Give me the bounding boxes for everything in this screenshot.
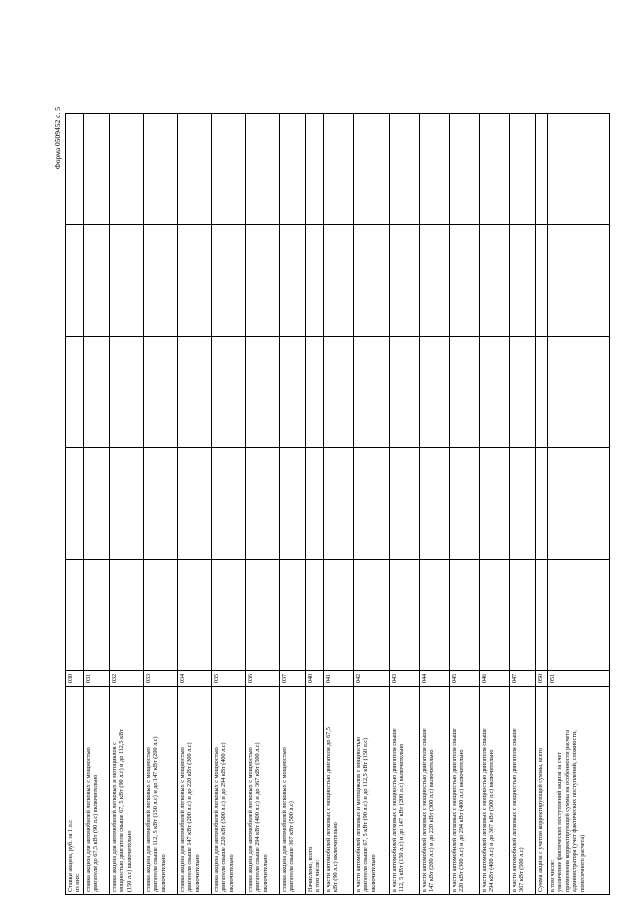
table-row (510, 114, 536, 895)
row-label-line: в части автомобилей легковых с мощностью двигателя свыше (481, 728, 488, 892)
table-row (420, 114, 450, 895)
row-code: 040 (306, 671, 324, 687)
value-cell (178, 114, 212, 225)
row-label-line: в части автомобилей легковых с мощностью двигателя свыше (421, 728, 428, 892)
table-row (536, 114, 548, 895)
table-row (450, 114, 480, 895)
value-cell (246, 448, 280, 559)
excise-table (65, 113, 610, 895)
value-cell (450, 336, 480, 447)
value-cell (212, 114, 246, 225)
value-cell (246, 336, 280, 447)
table-row (144, 114, 178, 895)
value-cell (420, 559, 450, 670)
table-row (324, 114, 354, 895)
table-row (66, 114, 84, 895)
value-cell (450, 448, 480, 559)
row-label-line: двигателя свыше 220 кВт (300 л.с) и до 294 кВт (400 л.с) (220, 742, 228, 892)
table-row (390, 114, 420, 895)
value-cell (144, 559, 178, 670)
value-cell (536, 559, 548, 670)
value-cell (536, 114, 548, 225)
value-cell (178, 448, 212, 559)
value-cell (420, 448, 450, 559)
row-label-line: двигателя свыше 147 кВт (200 л.с) и до 220 кВт (300 л.с) (186, 742, 194, 892)
table-row (354, 114, 390, 895)
row-label-line: включительно (193, 854, 201, 892)
value-cell (144, 448, 178, 559)
row-label-line: включительно (369, 854, 377, 892)
row-label (354, 687, 390, 895)
value-cell (178, 336, 212, 447)
row-label-line: в части автомобилей легковых с мощностью двигателя свыше (391, 728, 398, 892)
value-cell (178, 225, 212, 336)
value-cell (390, 225, 420, 336)
value-cell (66, 114, 84, 225)
value-cell (178, 559, 212, 670)
value-cell (306, 114, 324, 225)
value-cell (390, 114, 420, 225)
value-cell (548, 114, 610, 225)
row-label (536, 687, 548, 895)
row-label (246, 687, 280, 895)
value-cell (480, 448, 510, 559)
row-code: 036 (246, 671, 280, 687)
value-cell (212, 448, 246, 559)
value-cell (324, 336, 354, 447)
row-code: 041 (324, 671, 354, 687)
table-row (246, 114, 280, 895)
value-cell (420, 225, 450, 336)
value-cell (110, 114, 144, 225)
row-label-line: в части автомобилей легковых с мощностью двигателя свыше (451, 728, 458, 892)
row-code: 043 (390, 671, 420, 687)
value-cell (110, 225, 144, 336)
row-code: 044 (420, 671, 450, 687)
value-cell (354, 336, 390, 447)
value-cell (390, 559, 420, 670)
row-label (324, 687, 354, 895)
table-row (178, 114, 212, 895)
value-cell (212, 225, 246, 336)
row-code: 031 (84, 671, 110, 687)
row-code: 042 (354, 671, 390, 687)
row-code: 047 (510, 671, 536, 687)
row-label (420, 687, 450, 895)
row-label-line: ставка акциза для автомобилей легковых с мощностью (145, 747, 152, 892)
row-label (178, 687, 212, 895)
row-label-line: в части автомобилей легковых с мощностью двигателя свыше (511, 728, 518, 892)
value-cell (450, 559, 480, 670)
table-row (84, 114, 110, 895)
row-label (280, 687, 306, 895)
value-cell (84, 336, 110, 447)
row-label (390, 687, 420, 895)
row-label-line: 367 кВт (500 л.с) (518, 847, 526, 892)
value-cell (354, 448, 390, 559)
value-cell (354, 114, 390, 225)
value-cell (306, 336, 324, 447)
row-code: 037 (280, 671, 306, 687)
value-cell (84, 114, 110, 225)
value-cell (480, 336, 510, 447)
value-cell (246, 114, 280, 225)
row-code: 035 (212, 671, 246, 687)
value-cell (280, 114, 306, 225)
row-code: 045 (450, 671, 480, 687)
value-cell (66, 225, 84, 336)
value-cell (110, 336, 144, 447)
row-code: 050 (536, 671, 548, 687)
value-cell (324, 225, 354, 336)
value-cell (144, 114, 178, 225)
value-cell (280, 559, 306, 670)
row-label (212, 687, 246, 895)
value-cell (510, 114, 536, 225)
value-cell (246, 225, 280, 336)
value-cell (480, 559, 510, 670)
row-label (548, 687, 610, 895)
row-label-line: в том числе: (549, 859, 556, 892)
row-label-line: применения корректирующей суммы на особенности расчета (563, 730, 571, 892)
table-row (480, 114, 510, 895)
value-cell (480, 225, 510, 336)
row-label (450, 687, 480, 895)
row-code: 032 (110, 671, 144, 687)
row-label-line: двигателя свыше 67, 5 кВт (90 л.с) и до 112,5 кВт (150 л.с) (362, 737, 370, 892)
row-label-line: двигателя до 67,5 кВт (90 л.с) включительно (92, 774, 100, 892)
value-cell (390, 448, 420, 559)
row-label-line: кВт (90 л.с) включительно (332, 822, 340, 892)
form-label: Форма 0509452 с. 5 (53, 107, 62, 170)
table-row (280, 114, 306, 895)
value-cell (144, 225, 178, 336)
row-label-line: 220 кВт (300 л.с) и до 294 кВт (400 л.с) включительно (458, 749, 466, 892)
value-cell (510, 225, 536, 336)
value-cell (110, 559, 144, 670)
value-cell (450, 225, 480, 336)
value-cell (510, 336, 536, 447)
row-label-line: 294 кВт (400 л.с) и до 367 кВт (500 л.с) включительно (488, 749, 496, 892)
excise-table-body (66, 114, 610, 895)
row-label-line: в части автомобилей легковых с мощностью двигателя до 67,5 (325, 727, 332, 892)
row-label-line: администратора (учет фактических поступлений, сложности, (571, 730, 579, 892)
value-cell (536, 225, 548, 336)
value-cell (84, 448, 110, 559)
value-cell (536, 448, 548, 559)
row-label (84, 687, 110, 895)
value-cell (354, 225, 390, 336)
row-label-line: (150 л.с) включительно (125, 830, 133, 892)
value-cell (144, 336, 178, 447)
value-cell (548, 336, 610, 447)
row-label (510, 687, 536, 895)
row-label-line: помесячного расчета) (578, 834, 586, 892)
row-label-line: в том числе: (314, 859, 322, 892)
value-cell (66, 448, 84, 559)
value-cell (280, 336, 306, 447)
value-cell (536, 336, 548, 447)
value-cell (510, 448, 536, 559)
row-label (144, 687, 178, 895)
value-cell (450, 114, 480, 225)
row-label-line: двигателя свыше 112, 5 кВт (150 л.с) и до 147 кВт (200 л.с) (152, 736, 160, 892)
row-label-line: двигателя свыше 367 кВт (500 л.с) (288, 801, 296, 892)
row-label-line: из них: (74, 873, 82, 892)
row-label-line: увеличение фактических поступлений акциза за счет (556, 752, 564, 892)
row-label-line: ставка акциза для автомобилей легковых с мощностью (281, 747, 288, 892)
row-label (480, 687, 510, 895)
row-code: 033 (144, 671, 178, 687)
value-cell (246, 559, 280, 670)
row-label-line: Начислено, всего (307, 846, 314, 892)
row-label-line: включительно (227, 854, 235, 892)
row-code: 034 (178, 671, 212, 687)
row-label-line: ставка акциза для автомобилей легковых с мощностью (85, 747, 92, 892)
row-label-line: 147 кВт (200 л.с) и до 220 кВт (300 л.с) включительно (428, 749, 436, 892)
value-cell (280, 225, 306, 336)
value-cell (306, 225, 324, 336)
value-cell (306, 448, 324, 559)
value-cell (548, 559, 610, 670)
value-cell (66, 559, 84, 670)
row-label-line: в части автомобилей легковых и мотоциклов с мощностью (355, 736, 362, 892)
row-label-line: 112, 5 кВт (150 л.с) и до 147 кВт (200 л.с) включительно (398, 743, 406, 892)
value-cell (280, 448, 306, 559)
table-row (110, 114, 144, 895)
row-label-line: ставка акциза для автомобилей легковых с мощностью (247, 747, 254, 892)
row-label (110, 687, 144, 895)
value-cell (324, 114, 354, 225)
row-label-line: мощностью двигателя свыше 67, 5 кВт (90 л.с) и до 112,5 кВт (118, 729, 126, 892)
value-cell (84, 225, 110, 336)
value-cell (390, 336, 420, 447)
row-code: 030 (66, 671, 84, 687)
table-row (306, 114, 324, 895)
value-cell (548, 448, 610, 559)
row-label-line: Ставки акциза, руб. за 1 л.с (67, 819, 74, 892)
value-cell (110, 448, 144, 559)
row-label (66, 687, 84, 895)
value-cell (324, 448, 354, 559)
row-label-line: двигателя свыше 294 кВт (400 л.с) и до 367 кВт (500 л.с) (254, 742, 262, 892)
row-label-line: включительно (261, 854, 269, 892)
value-cell (420, 336, 450, 447)
value-cell (66, 336, 84, 447)
value-cell (324, 559, 354, 670)
value-cell (480, 114, 510, 225)
table-row (548, 114, 610, 895)
row-label-line: включительно (159, 854, 167, 892)
value-cell (212, 336, 246, 447)
row-label-line: Сумма акциза с учетом корректирующей суммы, всего (537, 748, 544, 892)
value-cell (548, 225, 610, 336)
value-cell (306, 559, 324, 670)
value-cell (84, 559, 110, 670)
row-label-line: ставка акциза для автомобилей легковых с мощностью (179, 747, 186, 892)
row-code: 051 (548, 671, 610, 687)
row-label-line: ставка акциза для автомобилей легковых с мощностью (213, 747, 220, 892)
value-cell (354, 559, 390, 670)
row-label-line: ставка акциза для автомобилей легковых и мотоциклов с (111, 742, 118, 892)
value-cell (420, 114, 450, 225)
table-row (212, 114, 246, 895)
row-label (306, 687, 324, 895)
value-cell (510, 559, 536, 670)
value-cell (212, 559, 246, 670)
row-code: 046 (480, 671, 510, 687)
document-page (45, 85, 605, 915)
